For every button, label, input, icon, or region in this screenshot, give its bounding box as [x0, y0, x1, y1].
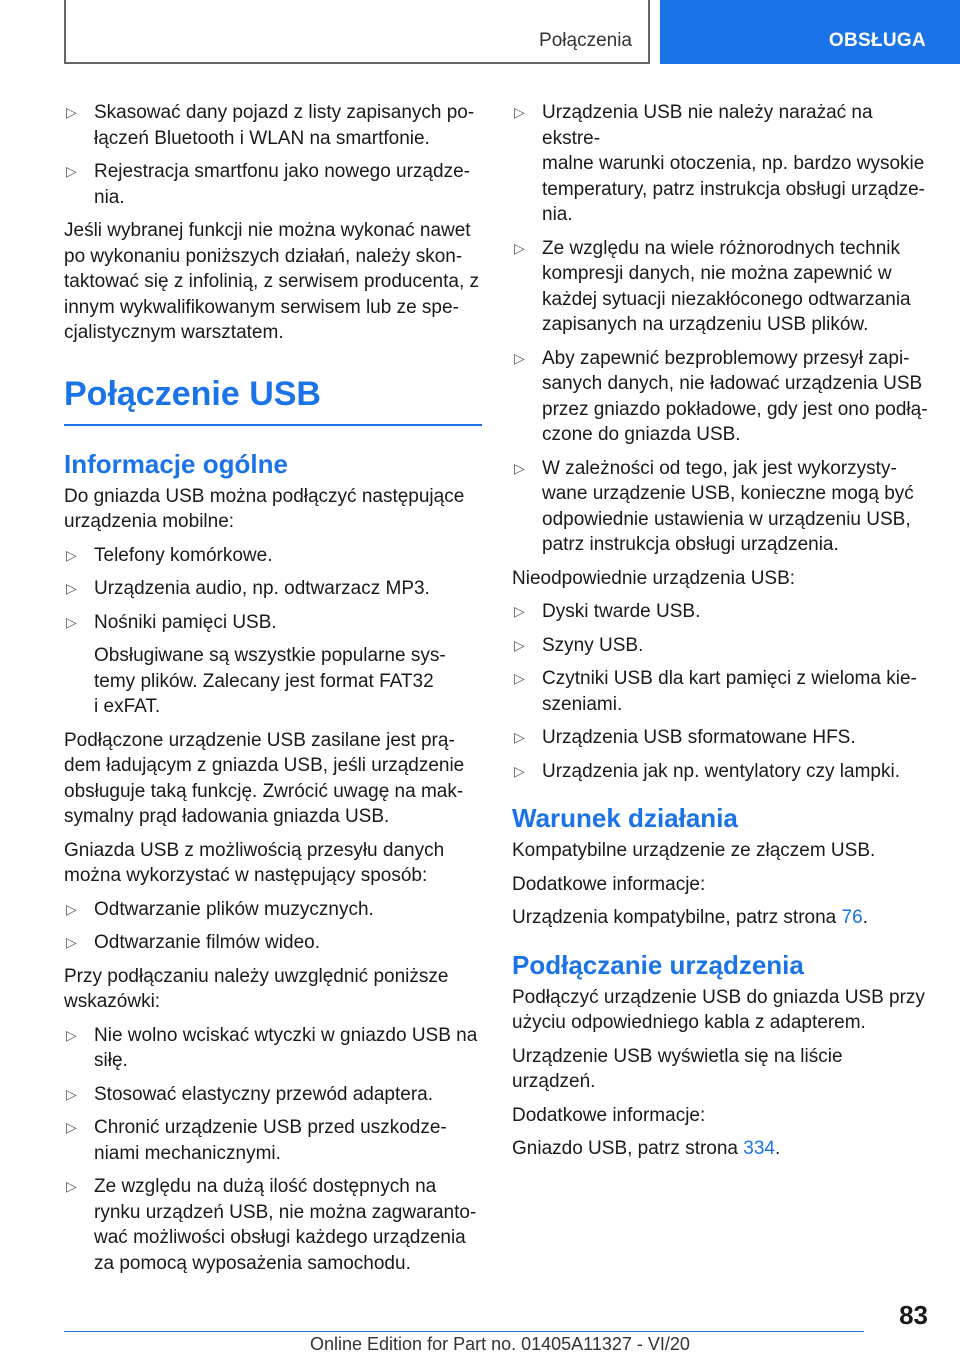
header-section-title: Połączenia — [539, 30, 632, 51]
bullet-icon: ▷ — [66, 1026, 77, 1043]
section-heading: Połączenie USB — [64, 374, 482, 426]
paragraph: Dodatkowe informacje: — [512, 1104, 706, 1126]
bullet-icon: ▷ — [66, 546, 77, 563]
list-item: ▷ Dyski twarde USB. — [512, 599, 928, 625]
bullet-icon: ▷ — [514, 349, 525, 366]
bullet-icon: ▷ — [514, 603, 525, 619]
bullet-icon: ▷ — [66, 104, 77, 120]
bullet-icon: ▷ — [514, 459, 525, 476]
bullet-icon: ▷ — [66, 1085, 77, 1102]
paragraph: Urządzenie USB wyświetla się na liście urządzeń. — [512, 1045, 843, 1092]
paragraph: Urządzenia kompatybilne, patrz strona 76. — [512, 907, 868, 928]
paragraph: Podłączone urządzenie USB zasilane jest prą- dem ładującym z gniazda USB, jeśli urządzenie obsługuje taką funkcję. Zwrócić uwagę na mak- symalny prąd ładowania gniazda USB. — [64, 729, 465, 827]
page-number: 83 — [899, 1300, 928, 1330]
list-item: ▷ Szyny USB. — [512, 633, 928, 659]
bullet-icon: ▷ — [66, 163, 77, 179]
bullet-icon: ▷ — [514, 636, 525, 653]
paragraph: Gniazda USB z możliwością przesyłu danych można wykorzystać w następujący sposób: — [64, 839, 445, 886]
paragraph: Jeśli wybranej funkcji nie można wykonać nawet po wykonaniu poniższych działań, należy skon- taktować się z infolinią, z serwisem producenta, z innym wykwalifikowanym serwisem lub ze spe- cjalistycznym warsztatem. — [64, 220, 480, 343]
bullet-icon: ▷ — [514, 239, 525, 256]
list-item: ▷ W zależności od tego, jak jest wykorzysty- wane urządzenie USB, konieczne mogą być odpowiednie ustawienia w urządzeniu USB, patrz instrukcja obsługi urządzenia. — [514, 457, 914, 555]
paragraph: Nieodpowiednie urządzenia USB: — [512, 567, 796, 589]
list-item: ▷ Telefony komórkowe. — [64, 543, 482, 569]
bullet-icon: ▷ — [66, 1178, 77, 1194]
list-item: ▷ Czytniki USB dla kart pamięci z wieloma kie- szeniami. — [514, 668, 917, 715]
bullet-icon: ▷ — [66, 613, 77, 630]
paragraph: Do gniazda USB można podłączyć następujące urządzenia mobilne: — [64, 485, 465, 532]
left-column — [64, 100, 482, 1284]
page-link[interactable]: 76 — [841, 907, 863, 928]
footer-edition: Online Edition for Part no. 01405A11327 - VI/20 — [310, 1334, 690, 1354]
list-item: ▷ Stosować elastyczny przewód adaptera. — [64, 1082, 482, 1108]
list-item: ▷ Ze względu na wiele różnorodnych technik kompresji danych, nie można zapewnić w każdej sytuacji niezakłóconego odtwarzania zapisanych na urządzeniu USB plików. — [514, 237, 911, 335]
header-frame — [64, 0, 650, 64]
list-item: ▷ Chronić urządzenie USB przed uszkodze- niami mechanicznymi. — [66, 1117, 447, 1164]
list-item: ▷ Nośniki pamięci USB. — [64, 610, 482, 636]
bullet-icon: ▷ — [66, 934, 77, 950]
list-item: ▷ Odtwarzanie filmów wideo. — [64, 930, 482, 956]
paragraph: Przy podłączaniu należy uwzględnić poniższe wskazówki: — [64, 965, 449, 1012]
right-column — [512, 100, 928, 1170]
list-item: ▷ Skasować dany pojazd z listy zapisanych po- łączeń Bluetooth i WLAN na smartfonie. — [66, 102, 475, 149]
bullet-icon: ▷ — [66, 580, 77, 596]
list-item: ▷ Urządzenia USB sformatowane HFS. — [512, 725, 928, 751]
bullet-icon: ▷ — [514, 104, 525, 120]
bullet-icon: ▷ — [66, 1119, 77, 1135]
bullet-icon: ▷ — [66, 900, 77, 917]
list-item: ▷ Aby zapewnić bezproblemowy przesył zapi- sanych danych, nie ładować urządzenia USB przez gniazdo pokładowe, gdy jest ono podłą- czone do gniazda USB. — [514, 347, 928, 445]
list-item: ▷ Odtwarzanie plików muzycznych. — [64, 897, 482, 923]
list-item: ▷ Nie wolno wciskać wtyczki w gniazdo USB na siłę. — [66, 1024, 478, 1071]
bullet-icon: ▷ — [514, 762, 525, 779]
paragraph: Kompatybilne urządzenie ze złączem USB. — [512, 840, 876, 861]
bullet-icon: ▷ — [514, 670, 525, 686]
list-item: ▷ Rejestracja smartfonu jako nowego urządze- nia. — [66, 161, 470, 208]
paragraph: Gniazdo USB, patrz strona 334. — [512, 1138, 781, 1159]
footer-divider — [64, 1331, 864, 1332]
list-item: ▷ Urządzenia jak np. wentylatory czy lampki. — [512, 759, 928, 785]
paragraph: Podłączyć urządzenie USB do gniazda USB przy użyciu odpowiedniego kabla z adapterem. — [512, 986, 925, 1033]
paragraph: Dodatkowe informacje: — [512, 873, 706, 895]
subsection-heading: Podłączanie urządzenia — [512, 949, 804, 980]
list-item: ▷ Ze względu na dużą ilość dostępnych na rynku urządzeń USB, nie można zagwaranto- wać możliwości obsługi każdego urządzenia za pomocą wyposażenia samochodu. — [66, 1176, 477, 1274]
bullet-icon: ▷ — [514, 729, 525, 745]
header-tab — [660, 0, 960, 64]
header-tab-label: OBSŁUGA — [828, 30, 926, 51]
list-item: ▷ Urządzenia audio, np. odtwarzacz MP3. — [64, 576, 482, 602]
indented-note: Obsługiwane są wszystkie popularne sys- temy plików. Zalecany jest format FAT32 i exFAT. — [94, 645, 446, 717]
list-item: ▷ Urządzenia USB nie należy narażać na ekstre- malne warunki otoczenia, np. bardzo wysokie temperatury, patrz instrukcja obsługi urządze- nia. — [514, 102, 925, 225]
subsection-heading: Warunek działania — [512, 803, 738, 833]
subsection-heading: Informacje ogólne — [64, 448, 288, 479]
page-link[interactable]: 334 — [743, 1138, 775, 1159]
